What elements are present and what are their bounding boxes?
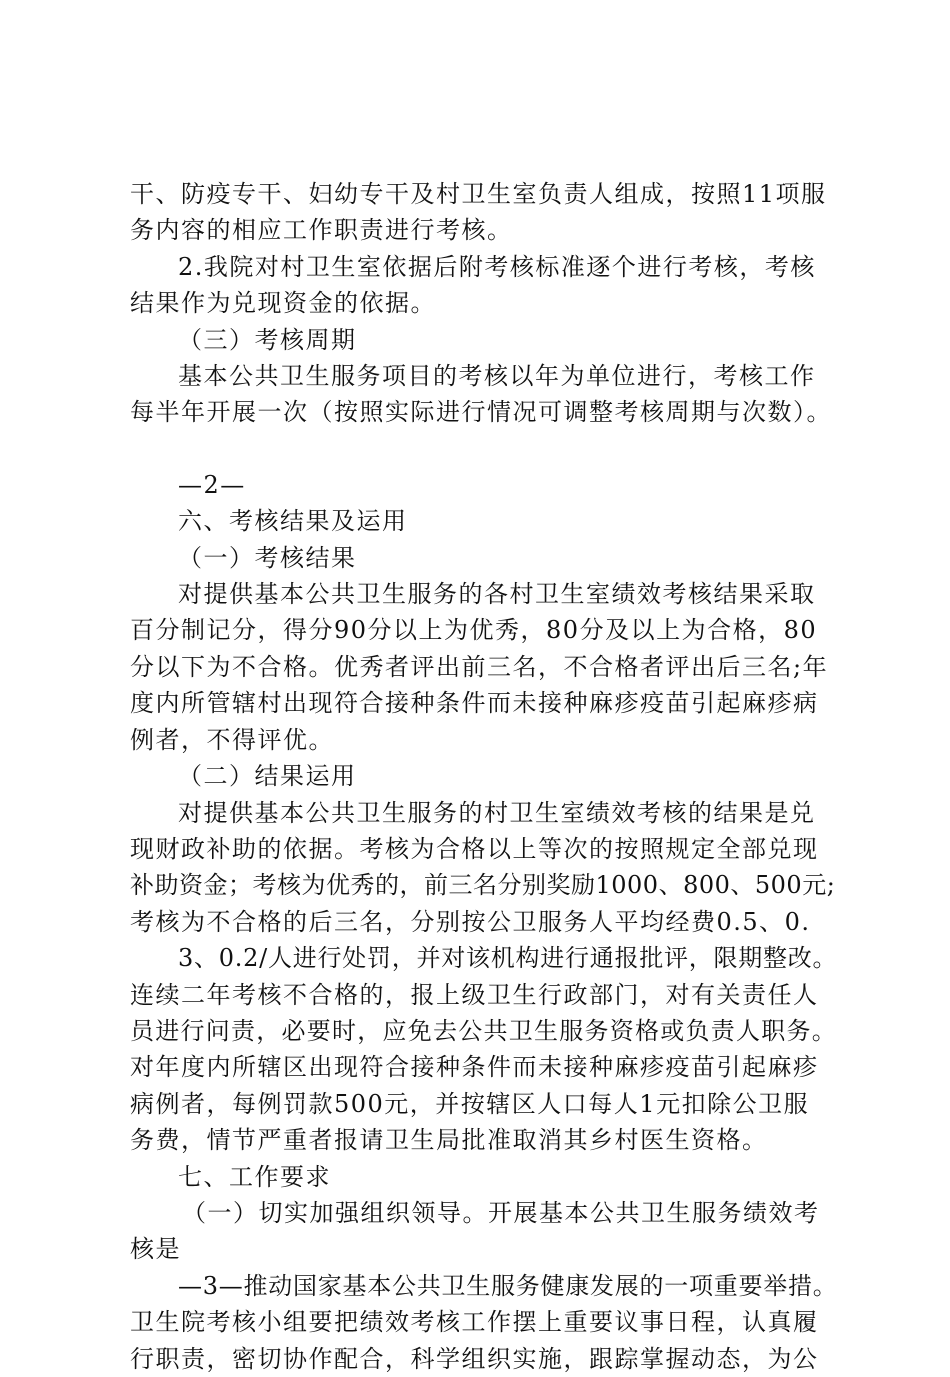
text-line: 2.我院对村卫生室依据后附考核标准逐个进行考核，考核 — [178, 252, 816, 281]
page-number: —2— — [178, 470, 246, 499]
text-line: 每半年开展一次（按照实际进行情况可调整考核周期与次数）。 — [130, 398, 832, 427]
text-line: —3—推动国家基本公共卫生服务健康发展的一项重要举措。 — [178, 1271, 838, 1300]
text-line: 例者，不得评优。 — [130, 725, 334, 754]
text-line: 对提供基本公共卫生服务的各村卫生室绩效考核结果采取 — [178, 580, 816, 609]
section-heading: （三）考核周期 — [178, 325, 357, 354]
text-line: 考核为不合格的后三名，分别按公卫服务人平均经费0.5、0. — [130, 907, 811, 936]
text-line: 度内所管辖村出现符合接种条件而未接种麻疹疫苗引起麻疹病 — [130, 689, 819, 718]
text-line: 3、0.2/人进行处罚，并对该机构进行通报批评，限期整改。 — [178, 944, 838, 973]
text-line: 行职责，密切协作配合，科学组织实施，跟踪掌握动态，为公 — [130, 1344, 819, 1373]
text-line: 病例者，每例罚款500元，并按辖区人口每人1元扣除公卫服 — [130, 1089, 810, 1118]
section-heading: 六、考核结果及运用 — [178, 507, 408, 536]
document-body — [130, 176, 840, 1377]
text-line: 对提供基本公共卫生服务的村卫生室绩效考核的结果是兑 — [178, 798, 816, 827]
text-line: 务内容的相应工作职责进行考核。 — [130, 216, 513, 245]
text-line: 对年度内所辖区出现符合接种条件而未接种麻疹疫苗引起麻疹 — [130, 1053, 819, 1082]
text-line: 结果作为兑现资金的依据。 — [130, 289, 436, 318]
text-line: 核是 — [130, 1235, 181, 1264]
text-line: 干、防疫专干、妇幼专干及村卫生室负责人组成，按照11项服 — [130, 180, 827, 208]
text-line: 基本公共卫生服务项目的考核以年为单位进行，考核工作 — [178, 362, 816, 391]
text-line: 补助资金；考核为优秀的，前三名分别奖励1000、800、500元; — [130, 871, 836, 900]
section-heading: 七、工作要求 — [178, 1162, 331, 1191]
text-line: 分以下为不合格。优秀者评出前三名，不合格者评出后三名;年 — [130, 652, 829, 681]
text-line: 务费，情节严重者报请卫生局批准取消其乡村医生资格。 — [130, 1126, 768, 1155]
text-line: 卫生院考核小组要把绩效考核工作摆上重要议事日程，认真履 — [130, 1308, 819, 1337]
section-heading: （一）考核结果 — [178, 543, 357, 572]
section-heading: （二）结果运用 — [178, 762, 357, 791]
text-line: 连续二年考核不合格的，报上级卫生行政部门，对有关责任人 — [130, 980, 819, 1009]
text-line: 员进行问责，必要时，应免去公共卫生服务资格或负责人职务。 — [130, 1016, 837, 1045]
section-heading: （一）切实加强组织领导。开展基本公共卫生服务绩效考 — [182, 1198, 820, 1227]
text-line: 现财政补助的依据。考核为合格以上等次的按照规定全部兑现 — [130, 834, 819, 863]
spacer — [130, 431, 840, 467]
text-line: 百分制记分，得分90分以上为优秀，80分及以上为合格，80 — [130, 616, 818, 645]
